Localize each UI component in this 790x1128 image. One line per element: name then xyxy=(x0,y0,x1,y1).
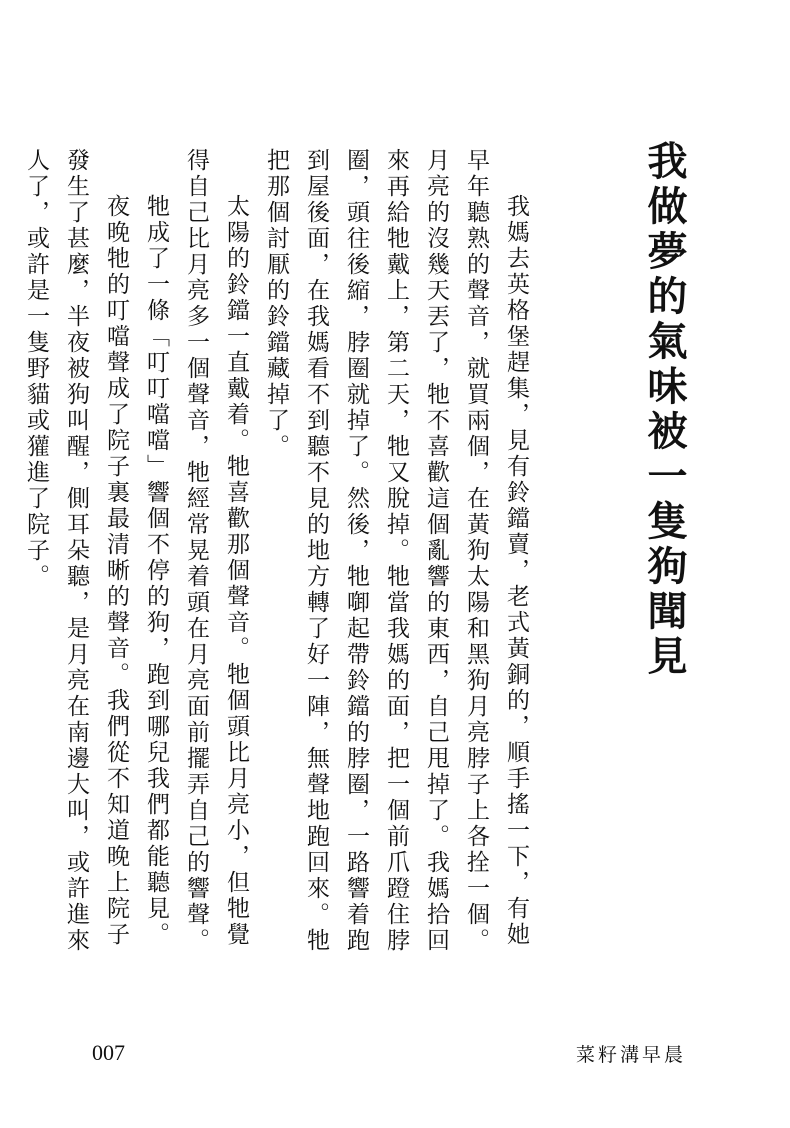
paragraph-1: 我媽去英格堡趕集，見有鈴鐺賣，老式黃銅的，順手搖一下，有她早年聽熟的聲音，就買兩個，在黃狗太陽和黑狗月亮脖子上各拴一個。月亮的沒幾天丟了，牠不喜歡這個亂響的東西，自己甩掉了。我媽拾回來再給牠戴上，第二天，牠又脫掉。牠當我媽的面，把一個前爪蹬住脖圈，頭往後縮，脖圈就掉了。然後，牠啣起帶鈴鐺的脖圈，一路響着跑到屋後面，在我媽看不到聽不見的地方轉了好一陣，無聲地跑回來。牠把那個討厭的鈴鐺藏掉了。 xyxy=(263,148,529,954)
body-text xyxy=(23,148,536,968)
running-footer-book-title: 菜籽溝早晨 xyxy=(575,1044,686,1066)
page-number: 007 xyxy=(92,1040,125,1065)
chapter-title: 我做夢的氣味被一隻狗聞見 xyxy=(641,140,688,680)
paragraph-4: 夜晚牠的叮噹聲成了院子裏最清晰的聲音。我們從不知道晚上院子發生了甚麼，半夜被狗叫醒，側耳朵聽，是月亮在南邊大叫，或許進來人了，或許是一隻野貓或獾進了院子。 xyxy=(23,148,129,954)
paragraph-2: 太陽的鈴鐺一直戴着。牠喜歡那個聲音。牠個頭比月亮小，但牠覺得自己比月亮多一個聲音，牠經常晃着頭在月亮面前擺弄自己的響聲。 xyxy=(183,148,249,954)
paragraph-3: 牠成了一條「叮叮噹噹」響個不停的狗，跑到哪兒我們都能聽見。 xyxy=(143,194,169,948)
